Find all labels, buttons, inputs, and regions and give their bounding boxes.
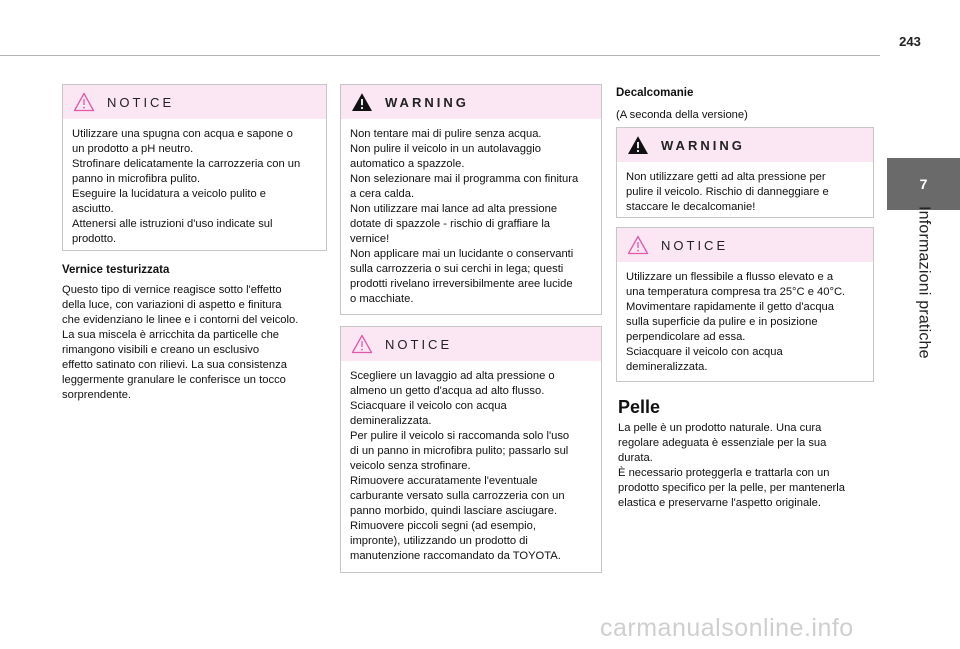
- warning-text: Non tentare mai di pulire senza acqua. Non pulire il veicolo in un autolavaggio automatico a spazzole. Non selezionare mai il programma con finitura a cera calda. Non utilizzare mai lance ad alta pressione dotate di spazzole - rischio di graffiare la vernice! Non applicare mai un lucidante o conservanti sulla carrozzeria o sui cerchi in lega; questi prodotti rivelano irreversibilmente aree lucide o macchiate.: [350, 128, 579, 305]
- warning-text: Non utilizzare getti ad alta pressione per pulire il veicolo. Rischio di danneggiare e staccare le decalcomanie!: [626, 171, 829, 213]
- notice-box-washing: [340, 326, 602, 573]
- warning-box-washing: [340, 84, 602, 315]
- warning-box-decals: [616, 127, 874, 218]
- section-heading-leather: Pelle: [618, 397, 661, 417]
- warning-label: WARNING: [385, 94, 469, 110]
- section-heading-textured-paint: Vernice testurizzata: [62, 264, 170, 276]
- top-rule: [0, 55, 880, 56]
- notice-label: NOTICE: [107, 94, 175, 110]
- section-text-textured-paint: Questo tipo di vernice reagisce sotto l'effetto della luce, con variazioni di aspetto e finitura che evidenziano le linee e i contorni del veicolo. La sua miscela è arricchita da particelle che rimangono visibili e creano un esclusivo effetto satinato con rilievi. La sua consistenza leggermente granulare le conferisce un tocco sorprendente.: [62, 284, 299, 401]
- warning-label: WARNING: [661, 137, 745, 153]
- notice-label: NOTICE: [661, 237, 729, 253]
- warning-header: [341, 85, 601, 119]
- section-subtitle-decals: (A seconda della versione): [616, 109, 748, 121]
- page-number: 243: [899, 34, 921, 49]
- notice-label: NOTICE: [385, 336, 453, 352]
- notice-text: Scegliere un lavaggio ad alta pressione o almeno un getto d'acqua ad alto flusso. Sciacquare il veicolo con acqua demineralizzata. Per pulire il veicolo si raccomanda solo l'uso di un panno in microfibra pulito; passarlo sul veicolo senza strofinare. Rimuovere accuratamente l'eventuale carburante versato sulla carrozzeria con un panno morbido, quindi lasciare asciugare. Rimuovere piccoli segni (ad esempio, impronte), utilizzando un prodotto di manutenzione raccomandato da TOYOTA.: [350, 370, 570, 562]
- chapter-title-text: Informazioni pratiche: [915, 205, 933, 359]
- chapter-title: [887, 205, 960, 359]
- notice-text: Utilizzare una spugna con acqua e sapone o un prodotto a pH neutro. Strofinare delicatamente la carrozzeria con un panno in microfibra pulito. Eseguire la lucidatura a veicolo pulito e asciutto. Attenersi alle istruzioni d'uso indicate sul prodotto.: [72, 128, 301, 245]
- warning-triangle-icon: [351, 92, 373, 112]
- warning-header: [617, 128, 873, 162]
- notice-header: [617, 228, 873, 262]
- notice-triangle-icon: [627, 235, 649, 255]
- notice-triangle-icon: [73, 92, 95, 112]
- warning-triangle-icon: [627, 135, 649, 155]
- notice-box-decals: [616, 227, 874, 382]
- notice-box-cleaning: [62, 84, 327, 251]
- chapter-tab[interactable]: 7: [887, 158, 960, 210]
- notice-header: [63, 85, 326, 119]
- notice-header: [341, 327, 601, 361]
- section-text-leather: La pelle è un prodotto naturale. Una cura regolare adeguata è essenziale per la sua durata. È necessario proteggerla e trattarla con un prodotto specifico per la pelle, per mantenerla elastica e preservarne l'aspetto originale.: [618, 422, 845, 509]
- section-heading-decals: Decalcomanie: [616, 87, 694, 99]
- watermark-text: carmanualsonline.info: [600, 614, 854, 642]
- notice-triangle-icon: [351, 334, 373, 354]
- notice-text: Utilizzare un flessibile a flusso elevato e a una temperatura compresa tra 25°C e 40°C. Movimentare rapidamente il getto d'acqua sulla superficie da pulire e in posizione perpendicolare ad essa. Sciacquare il veicolo con acqua demineralizzata.: [626, 271, 846, 373]
